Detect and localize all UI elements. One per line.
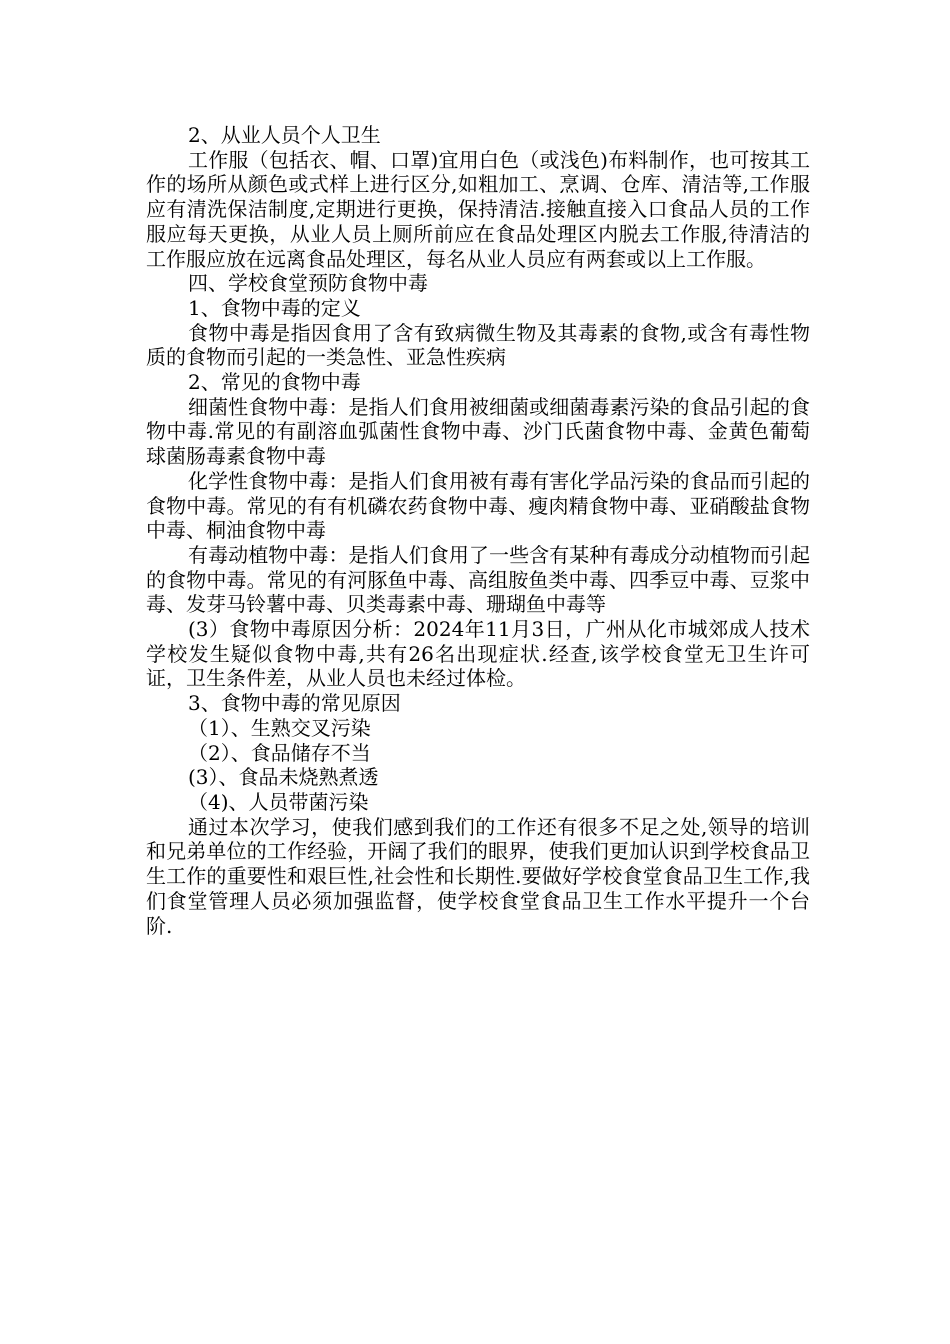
document-body [146,123,810,938]
list-item-cause-4: （4)、人员带菌污染 [188,789,369,814]
paragraph-common-heading: 2、常见的食物中毒 [188,370,361,395]
paragraph-causes-heading: 3、食物中毒的常见原因 [188,691,401,716]
list-item-cause-1: （1）、生熟交叉污染 [188,715,371,740]
list-item-cause-2: （2）、食品储存不当 [188,740,371,765]
section-heading-prevention: 四、学校食堂预防食物中毒 [188,271,428,296]
paragraph-definition: 食物中毒是指因食用了含有致病微生物及其毒素的食物,或含有毒性物质的食物而引起的一类急性、亚急性疾病 [146,320,810,370]
paragraph-conclusion: 通过本次学习，使我们感到我们的工作还有很多不足之处,领导的培训和兄弟单位的工作经验，开阔了我们的眼界，使我们更加认识到学校食品卫生工作的重要性和艰巨性,社会性和长期性.要做好学校食堂食品卫生工作,我们食堂管理人员必须加强监督，使学校食堂食品卫生工作水平提升一个台阶. [146,814,810,938]
paragraph-hygiene-heading: 2、从业人员个人卫生 [188,123,381,147]
paragraph-bacterial: 细菌性食物中毒：是指人们食用被细菌或细菌毒素污染的食品引起的食物中毒.常见的有副溶血弧菌性食物中毒、沙门氏菌食物中毒、金黄色葡萄球菌肠毒素食物中毒 [146,394,810,469]
paragraph-work-clothes: 工作服（包括衣、帽、口罩)宜用白色（或浅色)布料制作，也可按其工作的场所从颜色或式样上进行区分,如粗加工、烹调、仓库、清洁等,工作服应有清洗保洁制度,定期进行更换，保持清洁.接触直接入口食品人员的工作服应每天更换，从业人员上厕所前应在食品处理区内脱去工作服,待清洁的工作服应放在远离食品处理区，每名从业人员应有两套或以上工作服。 [146,147,810,271]
paragraph-case-analysis: (3）食物中毒原因分析：2024年11月3日，广州从化市城郊成人技术学校发生疑似食物中毒,共有26名出现症状.经查,该学校食堂无卫生许可证，卫生条件差，从业人员也未经过体检。 [146,617,810,691]
list-item-cause-3: (3）、食品未烧熟煮透 [188,765,379,790]
paragraph-definition-heading: 1、食物中毒的定义 [188,295,361,320]
paragraph-toxic-plants-animals: 有毒动植物中毒：是指人们食用了一些含有某种有毒成分动植物而引起的食物中毒。常见的有河豚鱼中毒、高组胺鱼类中毒、四季豆中毒、豆浆中毒、发芽马铃薯中毒、贝类毒素中毒、珊瑚鱼中毒等 [146,542,810,617]
paragraph-chemical: 化学性食物中毒：是指人们食用被有毒有害化学品污染的食品而引起的食物中毒。常见的有有机磷农药食物中毒、瘦肉精食物中毒、亚硝酸盐食物中毒、桐油食物中毒 [146,468,810,543]
